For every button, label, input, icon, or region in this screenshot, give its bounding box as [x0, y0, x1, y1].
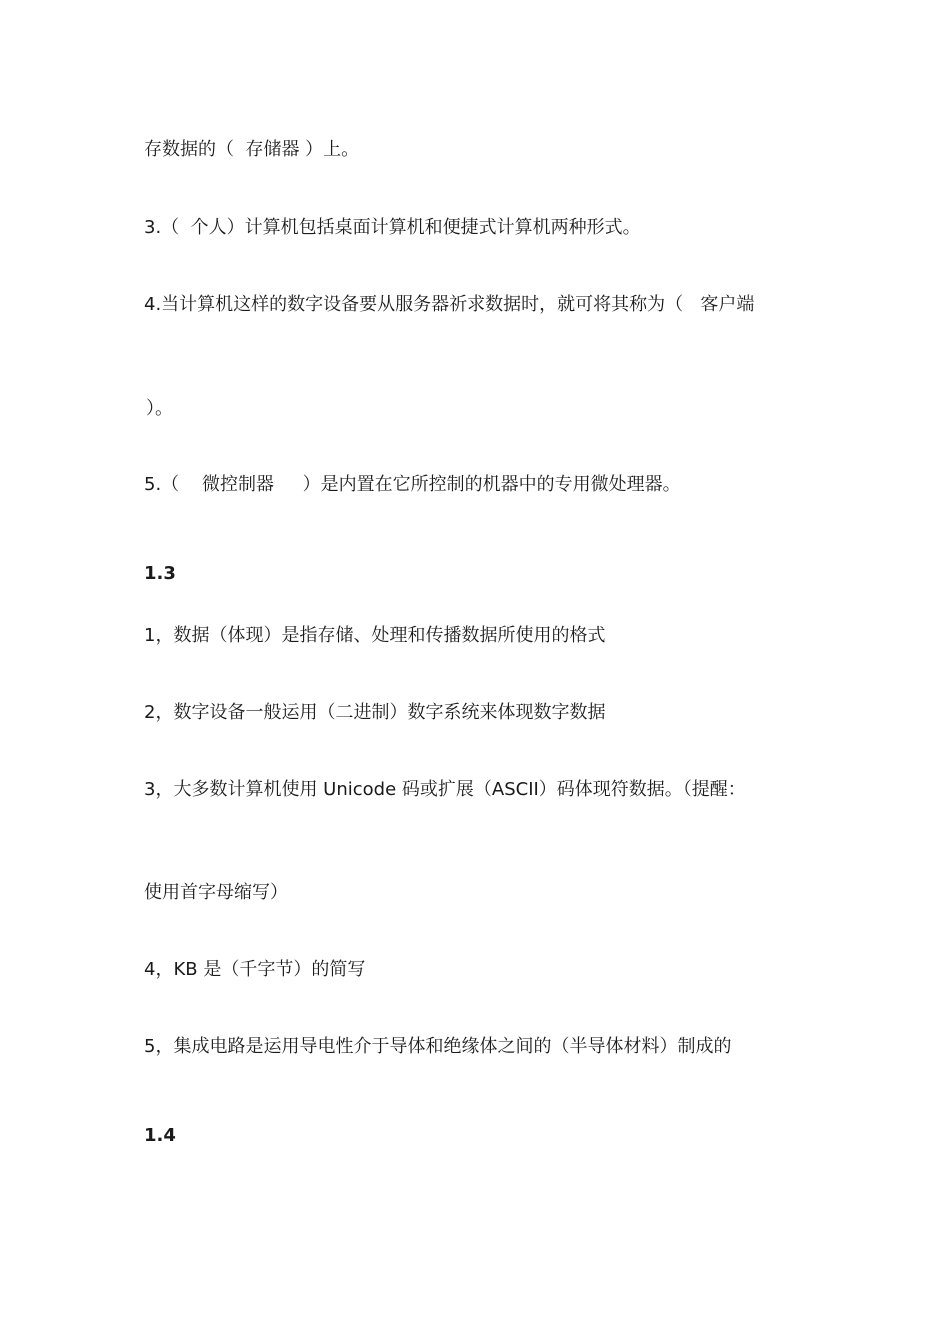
text-line: 3.（ 个人）计算机包括桌面计算机和便捷式计算机两种形式。: [144, 217, 641, 238]
section-heading: 1.3: [144, 563, 176, 584]
text-line: 4，KB 是（千字节）的简写: [144, 959, 366, 980]
text-line: 1，数据（体现）是指存储、处理和传播数据所使用的格式: [144, 625, 606, 646]
section-heading: 1.4: [144, 1125, 176, 1146]
text-line: 4.当计算机这样的数字设备要从服务器祈求数据时，就可将其称为（ 客户端: [144, 294, 755, 315]
text-line: 3，大多数计算机使用 Unicode 码或扩展（ASCII）码体现符数据。（提醒：: [144, 779, 746, 800]
text-line: 5.（ 微控制器 ）是内置在它所控制的机器中的专用微处理器。: [144, 474, 681, 495]
text-line: 存数据的（ 存储器 ）上。: [144, 139, 360, 160]
text-line: ）。: [146, 398, 173, 419]
text-line: 使用首字母缩写）: [144, 882, 288, 903]
text-line: 5，集成电路是运用导电性介于导体和绝缘体之间的（半导体材料）制成的: [144, 1036, 732, 1057]
text-line: 2，数字设备一般运用（二进制）数字系统来体现数字数据: [144, 702, 606, 723]
